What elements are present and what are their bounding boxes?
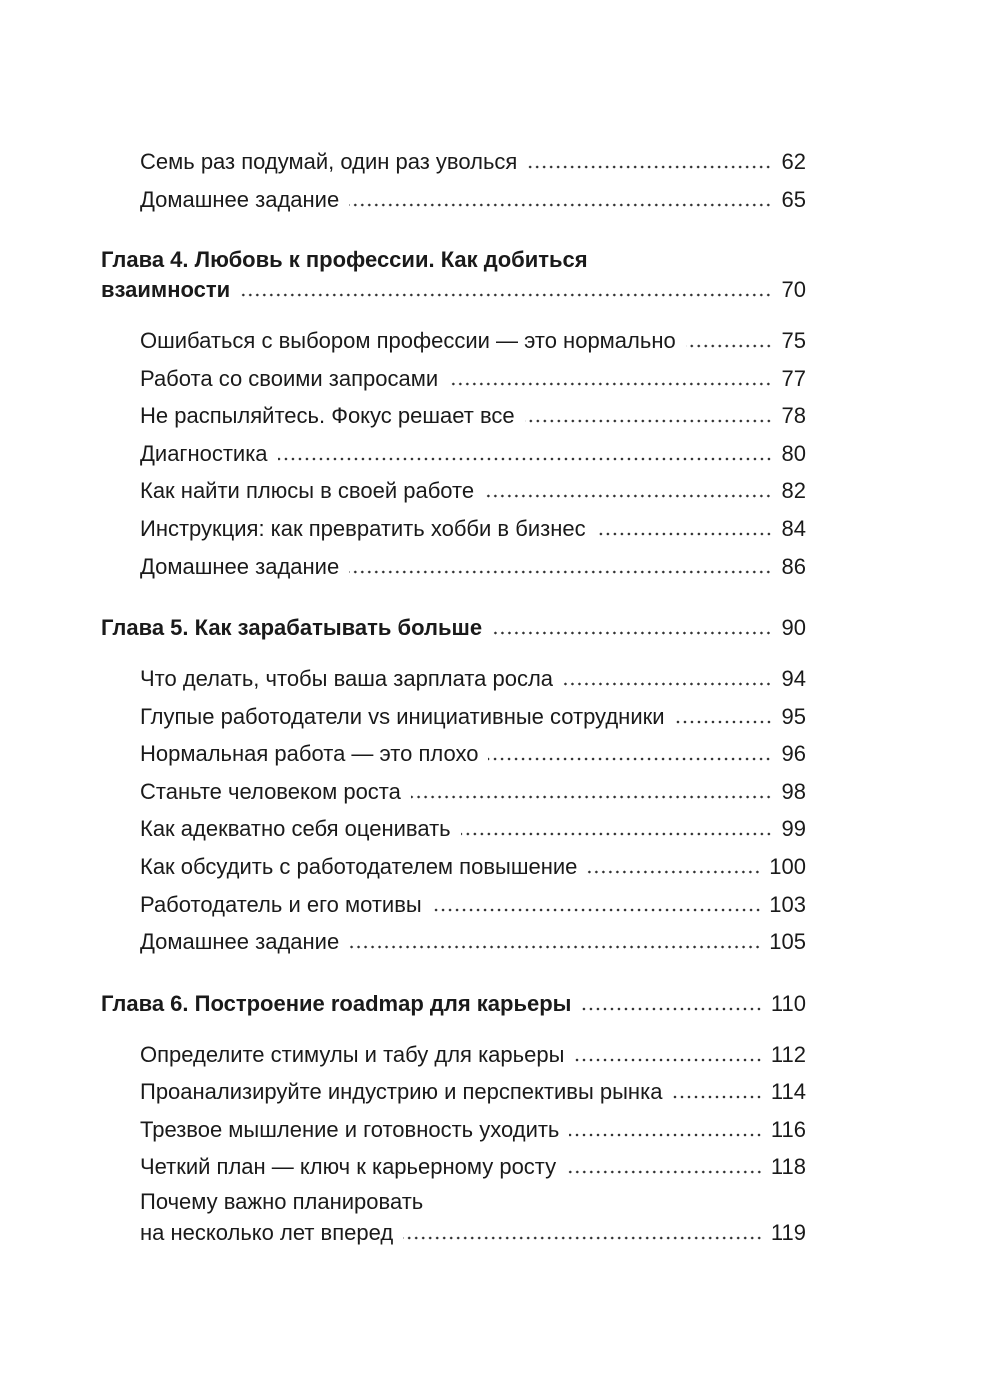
chapter-title-line1: Глава 4. Любовь к профессии. Как добиться [101, 247, 588, 272]
toc-chapter-entry [101, 613, 806, 643]
entry-page-number: 94 [781, 666, 806, 691]
entry-title: Ошибаться с выбором профессии — это нормально [140, 328, 676, 353]
toc-entry [140, 476, 806, 506]
chapter-title: Глава 6. Построение roadmap для карьеры [101, 991, 572, 1016]
dot-leader [569, 1133, 763, 1137]
entry-page-number: 95 [781, 704, 806, 729]
dot-leader [461, 832, 772, 836]
entry-title: Домашнее задание [140, 187, 340, 212]
dot-leader [587, 870, 761, 874]
entry-title: Работодатель и его мотивы [140, 892, 422, 917]
entry-page-number: 86 [781, 554, 806, 579]
dot-leader [484, 494, 772, 498]
chapter-title: взаимности [101, 277, 231, 302]
dot-leader [492, 631, 772, 635]
entry-page-number: 98 [781, 779, 806, 804]
toc-chapter-entry [101, 275, 806, 305]
entry-page-number: 96 [781, 741, 806, 766]
entry-title: Как найти плюсы в своей работе [140, 478, 475, 503]
dot-leader [278, 457, 772, 461]
entry-page-number: 119 [770, 1220, 806, 1245]
toc-entry [140, 702, 806, 732]
toc-entry [140, 852, 806, 882]
toc-entry [140, 1040, 806, 1070]
entry-page-number: 112 [770, 1042, 806, 1067]
entry-title: Как обсудить с работодателем повышение [140, 854, 578, 879]
dot-leader [240, 293, 772, 297]
toc-entry [140, 890, 806, 920]
toc-entry [140, 814, 806, 844]
dot-leader [672, 1095, 762, 1099]
toc-entry [140, 739, 806, 769]
dot-leader [566, 1170, 763, 1174]
entry-page-number: 100 [769, 854, 806, 879]
entry-page-number: 118 [770, 1154, 806, 1179]
toc-entry [140, 1115, 806, 1145]
dot-leader [525, 419, 772, 423]
toc-entry [140, 514, 806, 544]
toc-entry [140, 147, 806, 177]
entry-page-number: 70 [781, 277, 806, 302]
entry-title: Домашнее задание [140, 554, 340, 579]
entry-title: Не распыляйтесь. Фокус решает все [140, 403, 515, 428]
entry-title: на несколько лет вперед [140, 1220, 394, 1245]
chapter-title: Глава 5. Как зарабатывать больше [101, 615, 483, 640]
entry-title: Глупые работодатели vs инициативные сотрудники [140, 704, 665, 729]
entry-title: Работа со своими запросами [140, 366, 439, 391]
entry-title: Диагностика [140, 441, 268, 466]
entry-page-number: 82 [781, 478, 806, 503]
dot-leader [488, 757, 772, 761]
dot-leader [581, 1007, 762, 1011]
entry-page-number: 75 [781, 328, 806, 353]
entry-page-number: 84 [781, 516, 806, 541]
toc-entry [140, 552, 806, 582]
entry-title: Четкий план — ключ к карьерному росту [140, 1154, 557, 1179]
toc-entry [140, 185, 806, 215]
entry-title: Трезвое мышление и готовность уходить [140, 1117, 560, 1142]
entry-page-number: 105 [769, 929, 806, 954]
entry-page-number: 65 [781, 187, 806, 212]
toc-entry [140, 777, 806, 807]
toc-entry [140, 439, 806, 469]
entry-title: Определите стимулы и табу для карьеры [140, 1042, 565, 1067]
dot-leader [411, 795, 772, 799]
entry-title: Домашнее задание [140, 929, 340, 954]
entry-title-line1: Почему важно планировать [140, 1189, 424, 1214]
toc-chapter-entry [101, 989, 806, 1019]
toc-entry [140, 927, 806, 957]
entry-page-number: 110 [770, 991, 806, 1016]
entry-page-number: 103 [769, 892, 806, 917]
entry-title: Проанализируйте индустрию и перспективы рынка [140, 1079, 663, 1104]
toc-entry [140, 664, 806, 694]
dot-leader [403, 1236, 763, 1240]
dot-leader [432, 908, 762, 912]
dot-leader [596, 532, 772, 536]
entry-page-number: 114 [770, 1079, 806, 1104]
entry-page-number: 99 [781, 816, 806, 841]
entry-title: Семь раз подумай, один раз уволься [140, 149, 518, 174]
toc-entry [140, 326, 806, 356]
dot-leader [349, 203, 772, 207]
entry-page-number: 90 [781, 615, 806, 640]
entry-page-number: 116 [770, 1117, 806, 1142]
entry-page-number: 78 [781, 403, 806, 428]
entry-title: Инструкция: как превратить хобби в бизнес [140, 516, 586, 541]
entry-title: Как адекватно себя оценивать [140, 816, 451, 841]
entry-page-number: 62 [781, 149, 806, 174]
entry-title: Нормальная работа — это плохо [140, 741, 479, 766]
toc-entry [140, 364, 806, 394]
toc-entry [140, 1077, 806, 1107]
dot-leader [448, 382, 772, 386]
dot-leader [563, 682, 772, 686]
toc-entry [140, 401, 806, 431]
toc-entry [140, 1218, 806, 1248]
entry-title: Станьте человеком роста [140, 779, 401, 804]
dot-leader [349, 945, 761, 949]
dot-leader [574, 1058, 763, 1062]
dot-leader [527, 165, 772, 169]
entry-title: Что делать, чтобы ваша зарплата росла [140, 666, 554, 691]
dot-leader [349, 570, 772, 574]
dot-leader [675, 720, 772, 724]
entry-page-number: 80 [781, 441, 806, 466]
dot-leader [686, 344, 772, 348]
toc-entry [140, 1152, 806, 1182]
entry-page-number: 77 [781, 366, 806, 391]
